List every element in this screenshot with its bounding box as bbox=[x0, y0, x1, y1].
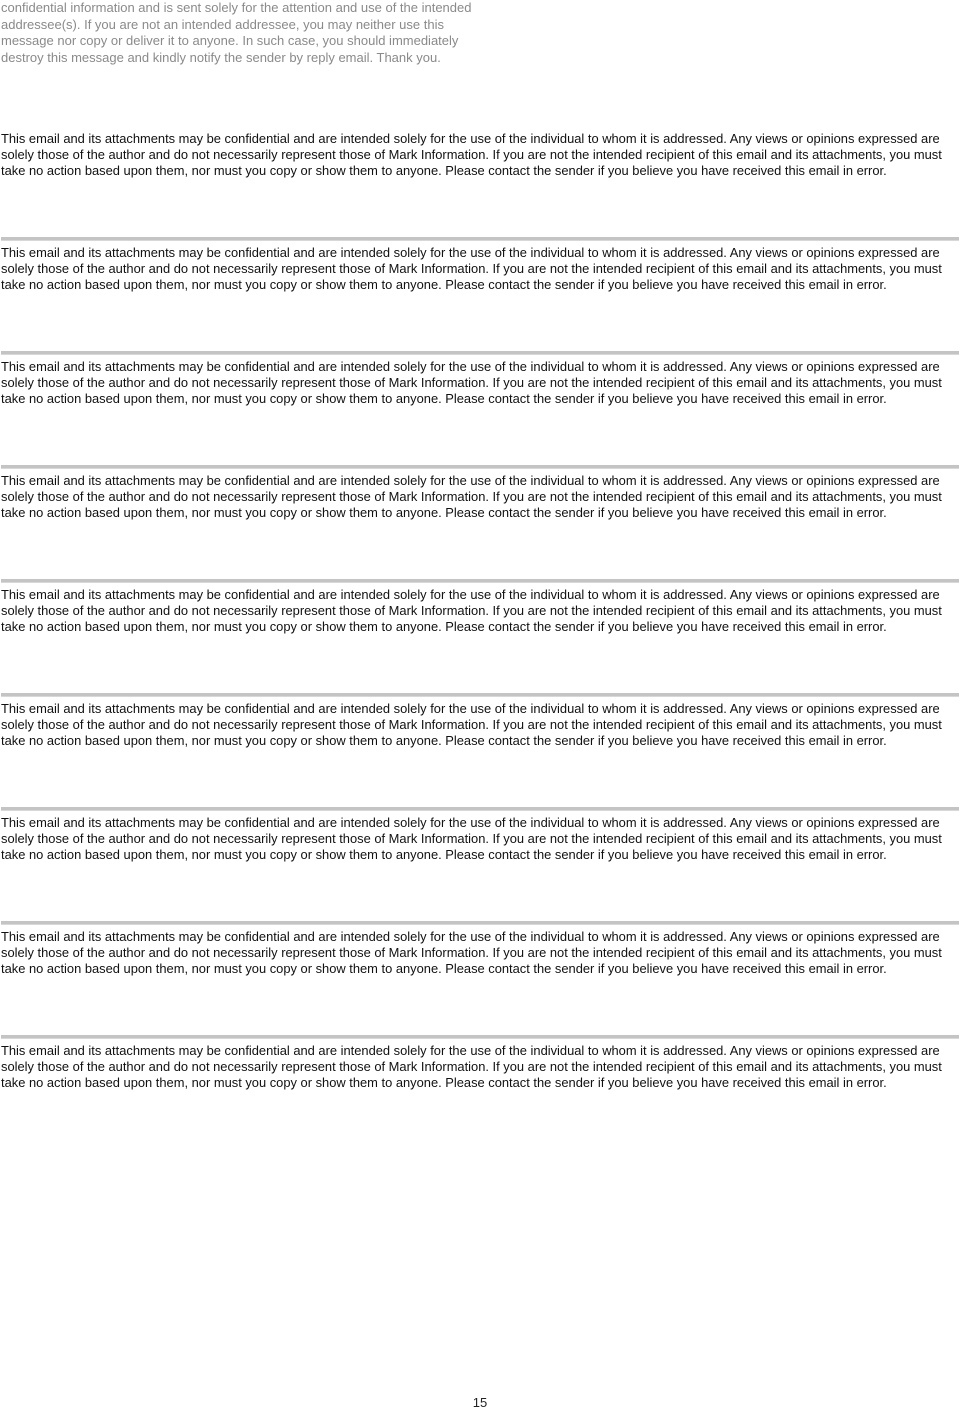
separator-rule bbox=[1, 921, 959, 925]
disclaimer-paragraph: This email and its attachments may be confidential and are intended solely for the use of the individual to whom it is addressed. Any views or opinions expressed are solely those of the author and do not necessarily represent those of Mark Information. If you are not the intended recipient of this email and its attachments, you must take no action based upon them, nor must you copy or show them to anyone. Please contact the sender if you believe you have received this email in error. bbox=[1, 587, 942, 634]
separator-rule bbox=[1, 465, 959, 469]
separator-rule bbox=[1, 693, 959, 697]
page-number: 15 bbox=[472, 1395, 488, 1410]
separator-rule bbox=[1, 1035, 959, 1039]
disclaimer-paragraph: This email and its attachments may be confidential and are intended solely for the use of the individual to whom it is addressed. Any views or opinions expressed are solely those of the author and do not necessarily represent those of Mark Information. If you are not the intended recipient of this email and its attachments, you must take no action based upon them, nor must you copy or show them to anyone. Please contact the sender if you believe you have received this email in error. bbox=[1, 131, 942, 178]
disclaimer-paragraph: This email and its attachments may be confidential and are intended solely for the use of the individual to whom it is addressed. Any views or opinions expressed are solely those of the author and do not necessarily represent those of Mark Information. If you are not the intended recipient of this email and its attachments, you must take no action based upon them, nor must you copy or show them to anyone. Please contact the sender if you believe you have received this email in error. bbox=[1, 359, 942, 406]
separator-rule bbox=[1, 807, 959, 811]
disclaimer-paragraph: This email and its attachments may be confidential and are intended solely for the use of the individual to whom it is addressed. Any views or opinions expressed are solely those of the author and do not necessarily represent those of Mark Information. If you are not the intended recipient of this email and its attachments, you must take no action based upon them, nor must you copy or show them to anyone. Please contact the sender if you believe you have received this email in error. bbox=[1, 473, 942, 520]
intro-confidentiality-notice: confidential information and is sent solely for the attention and use of the intended addressee(s). If you are not an intended addressee, you may neither use this message nor copy or deliver it to anyone. In such case, you should immediately destroy this message and kindly notify the sender by reply email. Thank you. bbox=[1, 0, 472, 65]
disclaimer-paragraph: This email and its attachments may be confidential and are intended solely for the use of the individual to whom it is addressed. Any views or opinions expressed are solely those of the author and do not necessarily represent those of Mark Information. If you are not the intended recipient of this email and its attachments, you must take no action based upon them, nor must you copy or show them to anyone. Please contact the sender if you believe you have received this email in error. bbox=[1, 245, 942, 292]
disclaimer-paragraph: This email and its attachments may be confidential and are intended solely for the use of the individual to whom it is addressed. Any views or opinions expressed are solely those of the author and do not necessarily represent those of Mark Information. If you are not the intended recipient of this email and its attachments, you must take no action based upon them, nor must you copy or show them to anyone. Please contact the sender if you believe you have received this email in error. bbox=[1, 701, 942, 748]
separator-rule bbox=[1, 579, 959, 583]
disclaimer-paragraph: This email and its attachments may be confidential and are intended solely for the use of the individual to whom it is addressed. Any views or opinions expressed are solely those of the author and do not necessarily represent those of Mark Information. If you are not the intended recipient of this email and its attachments, you must take no action based upon them, nor must you copy or show them to anyone. Please contact the sender if you believe you have received this email in error. bbox=[1, 1043, 942, 1090]
disclaimer-paragraph: This email and its attachments may be confidential and are intended solely for the use of the individual to whom it is addressed. Any views or opinions expressed are solely those of the author and do not necessarily represent those of Mark Information. If you are not the intended recipient of this email and its attachments, you must take no action based upon them, nor must you copy or show them to anyone. Please contact the sender if you believe you have received this email in error. bbox=[1, 815, 942, 862]
separator-rule bbox=[1, 237, 959, 241]
separator-rule bbox=[1, 351, 959, 355]
disclaimer-paragraph: This email and its attachments may be confidential and are intended solely for the use of the individual to whom it is addressed. Any views or opinions expressed are solely those of the author and do not necessarily represent those of Mark Information. If you are not the intended recipient of this email and its attachments, you must take no action based upon them, nor must you copy or show them to anyone. Please contact the sender if you believe you have received this email in error. bbox=[1, 929, 942, 976]
